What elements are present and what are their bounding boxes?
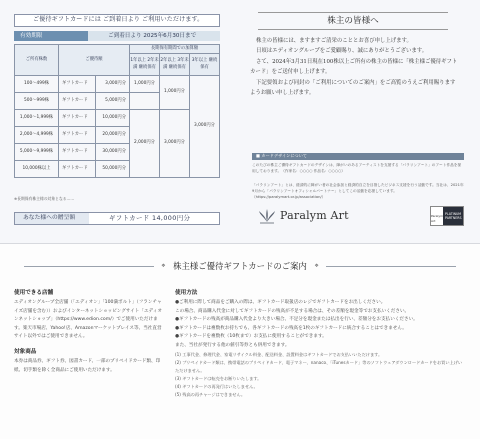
- amount-cell: 5,000円分: [95, 93, 129, 110]
- paralym-art-logo: [258, 208, 349, 224]
- shares-cell: 100～499株: [15, 76, 59, 93]
- title-rule-right: [326, 266, 456, 267]
- validity-label: 有効期限: [14, 31, 88, 41]
- amount-cell: 20,000円分: [95, 127, 129, 144]
- table-row: [15, 110, 220, 127]
- usage-note: (4) ギフトカードの再発行はいたしません。: [175, 383, 258, 389]
- products-text: 本券は商品券、ギフト券、図書カード、一部のプリペイドカード類、印紙、切手類を除く全商品にご使用いただけます。: [14, 359, 161, 373]
- long-1-cell: 2,000円分: [130, 110, 160, 178]
- partner-line-1: PLATINUM: [445, 212, 462, 216]
- usage-note: (5) 残高の再チャージはできません。: [175, 391, 246, 397]
- gift-cell: ギフトカード: [59, 93, 96, 110]
- guide-left-column: [14, 289, 164, 375]
- partner-badge-right: [443, 207, 463, 225]
- gift-cell: ギフトカード: [59, 76, 96, 93]
- amount-cell: 10,000円分: [95, 110, 129, 127]
- table-footnote: ※長期保有株主様の対象となる……: [14, 196, 75, 201]
- greeting-paragraph: 株主の皆様には、ますますご清栄のこととお喜び申し上げます。: [256, 38, 412, 44]
- usage-item: ●ご利用に際して商品をご購入の際は、ギフトカード取扱店のレジでギフトカードをお出しください。: [175, 300, 386, 306]
- greeting-paragraph: さて、2024年3月31日現在100株以上ご所有の株主の皆様に「株主様ご優待ギフトカード」をご送付申し上げます。: [250, 58, 458, 76]
- long-1-cell: 1,000円分: [130, 76, 160, 93]
- greeting-paragraph: 下記要領および同封の「ご利用についてのご案内」をご高覧のうえご利用賜りますようお願い申し上げます。: [250, 79, 456, 97]
- long-1-cell: [130, 93, 160, 110]
- stores-heading: 使用できる店舗: [14, 290, 54, 296]
- usage-note: (3) ギフトカードは転売をお断りいたします。: [175, 375, 262, 381]
- your-gift-box: [14, 212, 220, 225]
- products-heading: 対象商品: [14, 349, 37, 356]
- shares-cell: 5,000～9,999株: [15, 144, 59, 161]
- usage-heading: 使用方法: [175, 290, 198, 296]
- validity-row: [14, 31, 220, 41]
- gift-cell: ギフトカード: [59, 144, 96, 161]
- card-design-heading: ■ カードデザインについて: [252, 153, 464, 160]
- gift-cell: ギフトカード: [59, 110, 96, 127]
- usage-item: ●ギフトカードは複数枚お持ちでも、各ギフトカードの残高を1枚のギフトカードに統合することはできません。: [175, 325, 407, 331]
- usage-list: [175, 299, 465, 351]
- greeting-paragraph: 日頃はエディオングループをご愛顧賜り、誠にありがとうございます。: [256, 48, 428, 55]
- paralym-art-icon: [258, 208, 276, 224]
- gift-cell: ギフトカード: [59, 161, 96, 178]
- table-row: [15, 76, 220, 93]
- header-long-term: 長期保有期間での加算額: [130, 45, 220, 54]
- greeting-title: 株主の皆様へ: [258, 12, 448, 30]
- header-shares: ご所有株数: [15, 45, 59, 76]
- header-long-3: 3年以上 継続保有: [190, 54, 220, 76]
- title-rule-left: [24, 266, 154, 267]
- paralym-art-text: 「パラリンアート」とは、経済的に障がい者の社会参加と経済的自立を目指したビジネス支援を行う活動です。当社は、2021年9月から「パラリンアートオフィシャルパートナー」としてこの活動を応援しています。（https://paralymart.or.jp/association/）: [252, 183, 464, 199]
- stores-text: エディオングループ全店舗（「エディオン」「100満ボルト」（フランチャイズ店舗を含む））およびインターネットショッピングサイト「エディオンネットショップ」（https://www.edion.com/）でご使用いただけます。楽天市場店、Yahoo!店、Amazonマーケットプレイス等、当社直営サイト以外ではご使用できません。: [14, 300, 162, 340]
- usage-item: ●ギフトカードの残高が商品購入代金より大きい場合、不足分を現金または払出を行い、差額分をお支払いください。: [175, 317, 418, 323]
- shares-cell: 1,000～1,999株: [15, 110, 59, 127]
- guide-title: ❖ 株主様ご優待ギフトカードのご案内 ❖: [167, 260, 313, 272]
- usage-item: この場合、商品購入代金に対してギフトカードの残高が不足する場合は、その差額を現金等でお支払いください。: [175, 308, 410, 314]
- amount-cell: 50,000円分: [95, 161, 129, 178]
- usage-note: (2) プリペイドカード類は、携帯電話のプリペイドカード、電子マネー、nanaco、「iTunesカード」等のソフトウェアダウンロードカードをお買い上げいただけません。: [175, 359, 463, 373]
- paralym-art-wordmark: Paralym Art: [280, 209, 349, 223]
- shares-cell: 500～999株: [15, 93, 59, 110]
- shares-cell: 2,000～4,999株: [15, 127, 59, 144]
- long-3-cell: 3,000円分: [190, 76, 220, 178]
- validity-value: ご到着日より 2025年6月30日まで: [88, 31, 220, 41]
- amount-cell: 30,000円分: [95, 144, 129, 161]
- long-2-cell: 3,000円分: [160, 110, 190, 178]
- card-design-text: このたびの株主ご優待ギフトカードのデザインは、障がいのあるアーティストを支援する「パラリンアート」のアート作品を採用しております。（作家名：○○○○ 作品名：○○○○）: [252, 163, 462, 173]
- amount-cell: 3,000円分: [95, 76, 129, 93]
- gift-cell: ギフトカード: [59, 127, 96, 144]
- usage-item: また、当社が発行する他の値引等券とも併用できます。: [175, 343, 290, 349]
- platinum-partner-badge: [430, 206, 464, 226]
- gift-amount-table: [14, 44, 220, 178]
- your-gift-label: あなた様への贈呈額: [15, 213, 89, 224]
- fold-line: [0, 243, 480, 244]
- card-design-heading-text: カードデザインについて: [261, 153, 307, 159]
- arrival-notice: ご優待ギフトカードには ご到着日より ご利用いただけます。: [14, 14, 220, 27]
- header-long-2: 2年以上 3年未満 継続保有: [160, 54, 190, 76]
- usage-item: ●ギフトカードを複数枚（10枚まで）お支払に使用することができます。: [175, 334, 327, 340]
- guide-title-bar: [14, 259, 466, 273]
- header-gift: ご優待額: [59, 45, 130, 76]
- partner-badge-left: Paralym Art: [431, 207, 443, 225]
- guide-right-column: [175, 289, 465, 399]
- shares-cell: 10,000株以上: [15, 161, 59, 178]
- usage-note: (1) 工事代金、修理代金、家電リサイクル料金、配送料金、設置料金はギフトカードでお支払いいただけます。: [175, 351, 383, 357]
- header-long-1: 1年以上 2年未満 継続保有: [130, 54, 160, 76]
- your-gift-value: ギフトカード 14,000円分: [109, 213, 191, 222]
- long-2-cell: 1,000円分: [160, 76, 190, 110]
- partner-line-2: PARTNERS: [445, 216, 462, 220]
- greeting-body: [250, 36, 460, 98]
